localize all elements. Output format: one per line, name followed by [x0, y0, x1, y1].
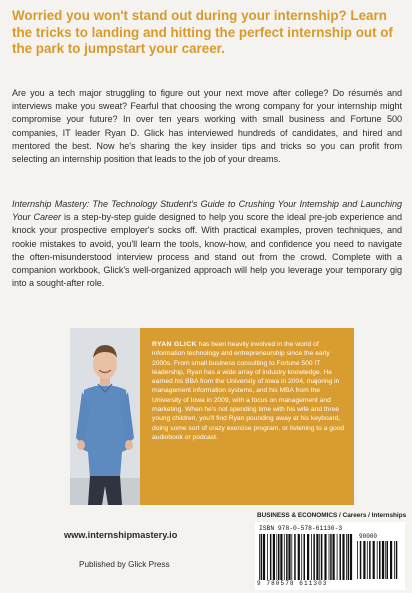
barcode-bar: [363, 541, 365, 579]
barcode-bar: [360, 541, 362, 579]
barcode-bar: [333, 534, 335, 580]
barcode-bar: [304, 534, 306, 580]
book-title: Internship Mastery: The Technology Student's Guide to Crushing Your Internship and Launching Your Career: [12, 199, 402, 223]
author-name: RYAN GLICK: [152, 341, 197, 348]
author-bio-box: [70, 328, 354, 505]
barcode-bar: [280, 534, 282, 580]
barcode-bar: [348, 534, 350, 580]
description-paragraph-1: Are you a tech major struggling to figure out your next move after college? Do résumés and interviews make you sweat? Fearful that choosing the wrong company for your internship might compromise your future? In over ten years working with small business and Fortune 500 companies, IT leader Ryan D. Glick has interviewed hundreds of candidates, and hired and mentored the best. Now he's sharing the key insider tips and tricks so you can profit from selecting an internship position that leads to the job of your dreams.: [12, 88, 402, 165]
barcode-bar: [273, 534, 275, 580]
barcode-bar: [294, 534, 296, 580]
barcode-bar: [278, 534, 280, 580]
barcode-bar: [324, 534, 326, 580]
author-photo: [70, 328, 140, 505]
barcode-bar: [263, 534, 265, 580]
barcode-bar: [346, 534, 347, 580]
description-paragraph-2: [12, 198, 402, 290]
barcode-bar: [379, 541, 381, 579]
barcode-number: 9 780578 611303: [257, 580, 328, 587]
isbn-text: ISBN 978-0-578-61130-3: [259, 525, 343, 532]
barcode-bar: [385, 541, 386, 579]
barcode-bar: [321, 534, 323, 580]
barcode-bar: [276, 534, 277, 580]
barcode-bar: [329, 534, 330, 580]
barcode-bar: [377, 541, 378, 579]
author-bio: [152, 340, 348, 442]
barcode-bar: [340, 534, 342, 580]
barcode-bar: [330, 534, 332, 580]
barcode-bar: [313, 534, 315, 580]
barcode-bar: [298, 534, 300, 580]
barcode-bar: [390, 541, 392, 579]
barcode-bar: [307, 534, 309, 580]
headline: Worried you won't stand out during your internship? Learn the tricks to landing and hitting the perfect internship out of the park to jumpstart your career.: [12, 8, 393, 57]
barcode-bar: [291, 534, 292, 580]
barcode-bar: [319, 534, 320, 580]
barcode-bar: [316, 534, 318, 580]
description-body: is a step-by-step guide designed to help you score the ideal pre-job experience and knock your prospective employer's socks off. With practical examples, proven techniques, and rookie mistakes to avoid, you'll learn the tools, know-how, and confidence you need to navigate the often-misunderstood interview process and stand out from the crowd. Complete with a companion workbook, Glick's well-organized approach will help you leverage your temporary gig into a sought-after role.: [12, 212, 402, 289]
barcode-bar: [288, 534, 290, 580]
website-link[interactable]: www.internshipmastery.io: [64, 530, 178, 540]
price-code: 90000: [359, 533, 378, 540]
barcode-bar: [261, 534, 263, 580]
barcode-bar: [382, 541, 384, 579]
barcode-bar: [342, 534, 344, 580]
barcode-bar: [259, 534, 260, 580]
barcode-bar: [311, 534, 312, 580]
barcode-bar: [270, 534, 272, 580]
barcode-bar: [373, 541, 375, 579]
barcode-bar: [357, 541, 358, 579]
barcode-bar: [394, 541, 395, 579]
barcode-bar: [387, 541, 389, 579]
book-category: BUSINESS & ECONOMICS / Careers / Internships: [257, 512, 407, 519]
barcode-bar: [350, 534, 352, 580]
author-bio-text: has been heavily involved in the world of information technology and entrepreneurship since the early 2000s. From small business consulting to Fortune 500 IT leadership, Ryan has a wide array of industry knowledge. He earned his BBA from the University of Iowa in 2004, majoring in management information systems, and his MBA from the University of Iowa in 2009, with a focus on management and marketing. When he's not spending time with his wife and three young children, you'll find Ryan pounding away at his keyboard, doing some sort of crazy exercise program, or listening to a good audiobook or podcast.: [152, 341, 345, 441]
barcode-bar: [369, 541, 371, 579]
barcode-bar: [286, 534, 288, 580]
barcode-bar: [267, 534, 268, 580]
barcode-bar: [301, 534, 302, 580]
isbn-barcode-block: [255, 522, 405, 590]
barcode-bar: [396, 541, 398, 579]
barcode-bar: [367, 541, 368, 579]
barcode: [259, 534, 355, 580]
barcode-bar: [284, 534, 285, 580]
publisher-credit: Published by Glick Press: [79, 560, 170, 569]
price-barcode: [357, 541, 399, 579]
barcode-bar: [337, 534, 338, 580]
